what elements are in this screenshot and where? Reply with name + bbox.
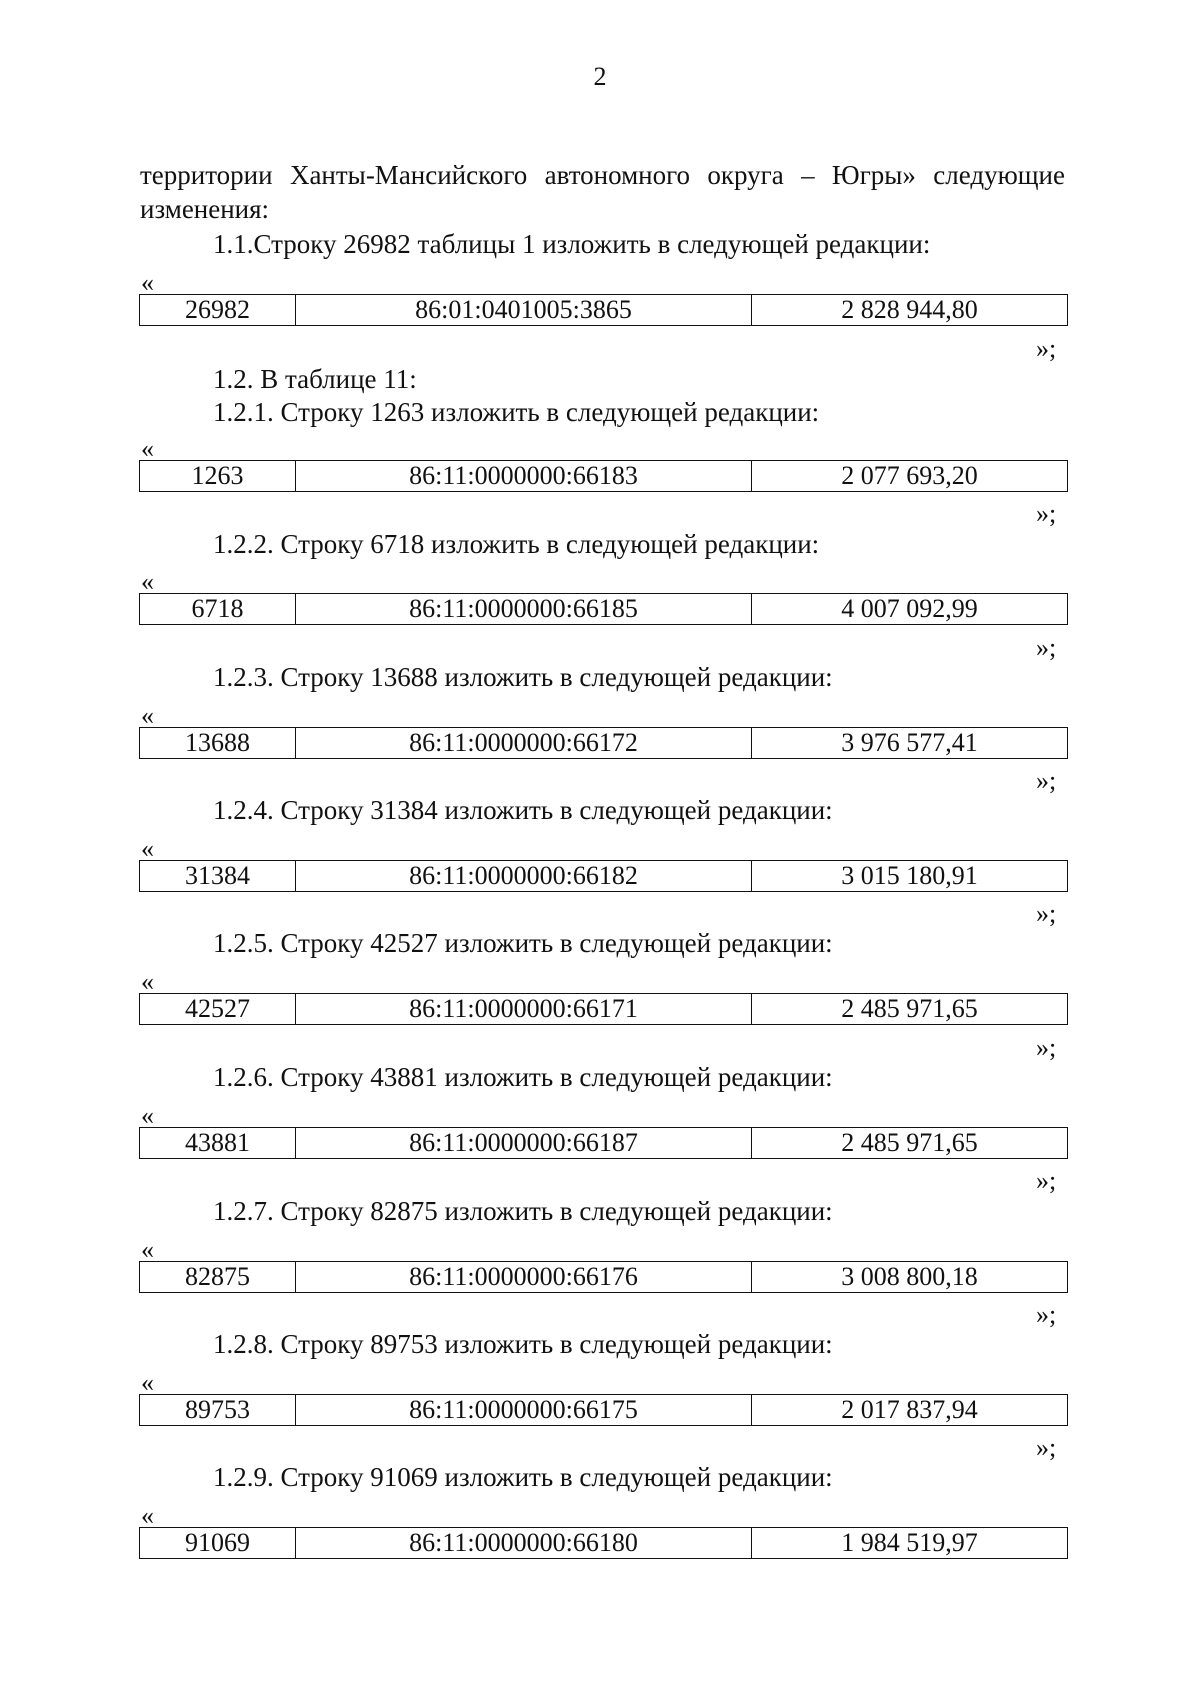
item-heading: 1.2.4. Строку 31384 изложить в следующей редакции: xyxy=(213,795,833,825)
close-quote: »; xyxy=(1036,1433,1057,1462)
replacement-row-table xyxy=(139,727,1068,759)
item-heading: 1.2. В таблице 11: xyxy=(213,364,417,394)
close-quote: »; xyxy=(1036,899,1057,928)
cadastral-number-cell: 86:11:0000000:66183 xyxy=(296,461,752,492)
open-quote: « xyxy=(141,268,154,297)
row-number-cell: 91069 xyxy=(140,1528,296,1559)
cadastral-number-cell: 86:01:0401005:3865 xyxy=(296,295,752,326)
close-quote: »; xyxy=(1036,1166,1057,1195)
close-quote: »; xyxy=(1036,334,1057,363)
cadastral-number-cell: 86:11:0000000:66176 xyxy=(296,1262,752,1293)
cadastral-number-cell: 86:11:0000000:66180 xyxy=(296,1528,752,1559)
table-row xyxy=(140,295,1068,326)
replacement-row-table xyxy=(139,1127,1068,1159)
item-heading: 1.2.2. Строку 6718 изложить в следующей редакции: xyxy=(213,529,820,559)
close-quote: »; xyxy=(1036,1033,1057,1062)
close-quote: »; xyxy=(1036,766,1057,795)
item-heading: 1.2.6. Строку 43881 изложить в следующей редакции: xyxy=(213,1062,833,1092)
close-quote: »; xyxy=(1036,499,1057,528)
item-heading: 1.2.7. Строку 82875 изложить в следующей редакции: xyxy=(213,1196,833,1226)
replacement-row-table xyxy=(139,593,1068,625)
cadastral-number-cell: 86:11:0000000:66175 xyxy=(296,1395,752,1426)
page-number: 2 xyxy=(593,62,607,91)
replacement-row-table xyxy=(139,993,1068,1025)
replacement-row-table xyxy=(139,1527,1068,1559)
replacement-row-table xyxy=(139,1261,1068,1293)
row-number-cell: 6718 xyxy=(140,594,296,625)
item-heading: 1.2.9. Строку 91069 изложить в следующей редакции: xyxy=(213,1462,833,1492)
value-cell: 3 008 800,18 xyxy=(752,1262,1068,1293)
table-row xyxy=(140,1528,1068,1559)
item-heading: 1.2.5. Строку 42527 изложить в следующей редакции: xyxy=(213,928,833,958)
replacement-row-table xyxy=(139,860,1068,892)
value-cell: 1 984 519,97 xyxy=(752,1528,1068,1559)
value-cell: 3 015 180,91 xyxy=(752,861,1068,892)
open-quote: « xyxy=(141,701,154,730)
open-quote: « xyxy=(141,834,154,863)
row-number-cell: 1263 xyxy=(140,461,296,492)
cadastral-number-cell: 86:11:0000000:66187 xyxy=(296,1128,752,1159)
row-number-cell: 89753 xyxy=(140,1395,296,1426)
value-cell: 2 828 944,80 xyxy=(752,295,1068,326)
value-cell: 3 976 577,41 xyxy=(752,728,1068,759)
open-quote: « xyxy=(141,1501,154,1530)
row-number-cell: 31384 xyxy=(140,861,296,892)
row-number-cell: 13688 xyxy=(140,728,296,759)
open-quote: « xyxy=(141,967,154,996)
open-quote: « xyxy=(141,434,154,463)
replacement-row-table xyxy=(139,294,1068,326)
row-number-cell: 26982 xyxy=(140,295,296,326)
open-quote: « xyxy=(141,1235,154,1264)
close-quote: »; xyxy=(1036,1300,1057,1329)
value-cell: 2 017 837,94 xyxy=(752,1395,1068,1426)
cadastral-number-cell: 86:11:0000000:66185 xyxy=(296,594,752,625)
replacement-row-table xyxy=(139,460,1068,492)
row-number-cell: 42527 xyxy=(140,994,296,1025)
intro-paragraph xyxy=(140,158,1065,226)
table-row xyxy=(140,1395,1068,1426)
cadastral-number-cell: 86:11:0000000:66171 xyxy=(296,994,752,1025)
open-quote: « xyxy=(141,1101,154,1130)
open-quote: « xyxy=(141,567,154,596)
item-heading: 1.1.Строку 26982 таблицы 1 изложить в следующей редакции: xyxy=(213,229,931,259)
replacement-row-table xyxy=(139,1394,1068,1426)
item-heading: 1.2.3. Строку 13688 изложить в следующей редакции: xyxy=(213,662,833,692)
open-quote: « xyxy=(141,1368,154,1397)
table-row xyxy=(140,994,1068,1025)
cadastral-number-cell: 86:11:0000000:66182 xyxy=(296,861,752,892)
row-number-cell: 43881 xyxy=(140,1128,296,1159)
value-cell: 2 077 693,20 xyxy=(752,461,1068,492)
item-heading: 1.2.1. Строку 1263 изложить в следующей редакции: xyxy=(213,397,820,427)
table-row xyxy=(140,1262,1068,1293)
value-cell: 2 485 971,65 xyxy=(752,1128,1068,1159)
table-row xyxy=(140,461,1068,492)
table-row xyxy=(140,594,1068,625)
intro-line-2: изменения: xyxy=(140,194,270,224)
table-row xyxy=(140,728,1068,759)
table-row xyxy=(140,1128,1068,1159)
value-cell: 2 485 971,65 xyxy=(752,994,1068,1025)
cadastral-number-cell: 86:11:0000000:66172 xyxy=(296,728,752,759)
row-number-cell: 82875 xyxy=(140,1262,296,1293)
table-row xyxy=(140,861,1068,892)
intro-line-1: территории Ханты-Мансийского автономного округа – Югры» следующие xyxy=(140,160,1065,190)
item-heading: 1.2.8. Строку 89753 изложить в следующей редакции: xyxy=(213,1329,833,1359)
close-quote: »; xyxy=(1036,633,1057,662)
value-cell: 4 007 092,99 xyxy=(752,594,1068,625)
